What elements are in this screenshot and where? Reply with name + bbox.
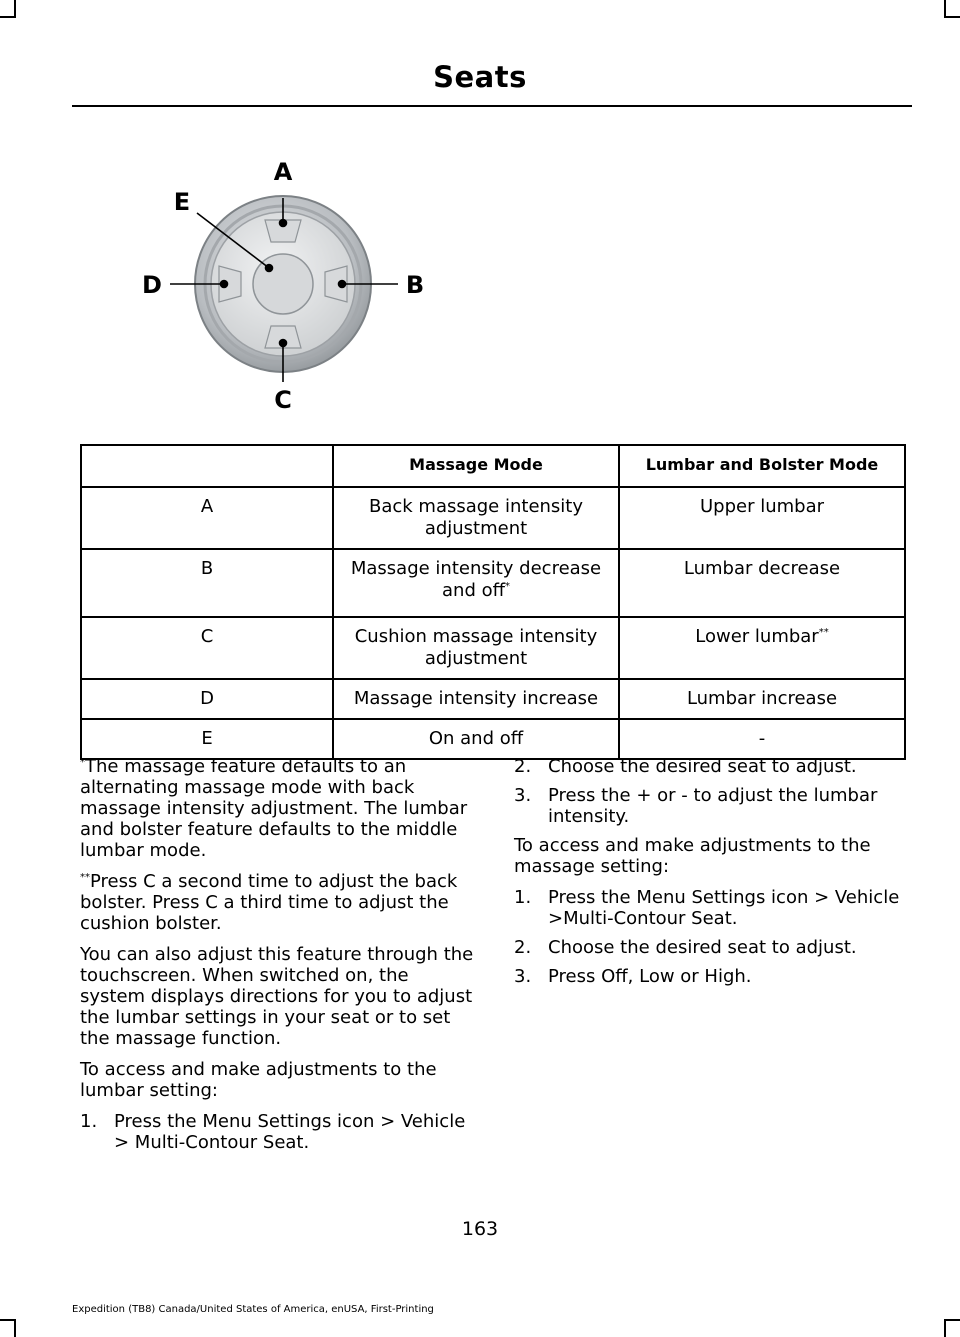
table-cell-lumbar [619, 487, 905, 549]
table-header-key [81, 445, 333, 487]
page-number: 163 [461, 1218, 499, 1240]
callout-dot-d [221, 281, 228, 288]
callout-label-d: D [142, 271, 162, 299]
list-text: Press Off, Low or High. [548, 966, 752, 987]
list-text: Press the Menu Settings icon > Vehicle > Multi-Contour Seat. [114, 1111, 466, 1153]
cell-text: Lumbar increase [686, 688, 838, 709]
table-cell-massage [333, 719, 619, 759]
table-cell-key: A [81, 487, 333, 549]
right-column [514, 756, 909, 995]
list-item [514, 887, 909, 929]
table-cell-lumbar [619, 549, 905, 617]
table-row [81, 617, 905, 679]
table-cell-key: C [81, 617, 333, 679]
crop-mark [14, 1319, 16, 1337]
list-number: 2. [514, 937, 532, 958]
callout-label-a: A [273, 158, 293, 186]
callout-dot-b [339, 281, 346, 288]
cell-text: Massage intensity increase [353, 688, 599, 709]
table-cell-lumbar [619, 719, 905, 759]
callout-dot-a [280, 220, 287, 227]
table-row [81, 679, 905, 719]
cell-text: Lumbar decrease [683, 558, 841, 579]
cell-text: Upper lumbar [699, 496, 825, 517]
crop-mark [944, 1319, 960, 1321]
table-cell-massage [333, 679, 619, 719]
header-rule [72, 105, 912, 107]
list-item [514, 785, 909, 827]
footnote-mark: ** [818, 627, 829, 638]
callout-label-c: C [274, 386, 292, 414]
callout-label-e: E [173, 188, 191, 216]
table-row [81, 719, 905, 759]
left-column [80, 756, 475, 1161]
table-row [81, 487, 905, 549]
table-header-lumbar: Lumbar and Bolster Mode [619, 445, 905, 487]
list-text: Press the + or - to adjust the lumbar intensity. [548, 785, 878, 827]
seat-control-diagram [130, 150, 440, 415]
table-cell-lumbar [619, 617, 905, 679]
list-item [514, 966, 909, 987]
table-row [81, 549, 905, 617]
footnote-text: The massage feature defaults to an alternating massage mode with back massage intensity adjustment. The lumbar and bolster feature defaults to the middle lumbar mode. [80, 756, 468, 861]
crop-mark [0, 16, 16, 18]
cell-text: Massage intensity decrease and off [350, 558, 602, 601]
callout-label-b: B [405, 271, 425, 299]
list-number: 1. [514, 887, 532, 908]
crop-mark [0, 1319, 16, 1321]
callout-dot-e [266, 265, 273, 272]
footnote-mark: * [505, 581, 510, 592]
footnote-mark: * [80, 757, 85, 768]
page-title: Seats [433, 60, 527, 94]
cell-text: On and off [428, 728, 524, 749]
list-item [514, 756, 909, 777]
table-cell-massage [333, 487, 619, 549]
crop-mark [944, 1319, 946, 1337]
list-number: 3. [514, 785, 532, 806]
cell-text: Back massage intensity adjustment [368, 496, 584, 539]
massage-lumbar-table [80, 444, 906, 760]
table-cell-key: E [81, 719, 333, 759]
table-cell-massage [333, 549, 619, 617]
list-text: Press the Menu Settings icon > Vehicle >Multi-Contour Seat. [548, 887, 900, 929]
list-text: Choose the desired seat to adjust. [548, 756, 857, 777]
table-cell-key: D [81, 679, 333, 719]
page-footer: Expedition (TB8) Canada/United States of America, enUSA, First-Printing [72, 1304, 434, 1315]
list-number: 1. [80, 1111, 98, 1132]
table-cell-massage [333, 617, 619, 679]
list-text: Choose the desired seat to adjust. [548, 937, 857, 958]
cell-text: - [758, 728, 766, 749]
footnote-single [80, 756, 475, 861]
footnote-text: Press C a second time to adjust the back bolster. Press C a third time to adjust the cushion bolster. [80, 871, 458, 934]
callout-dot-c [280, 340, 287, 347]
table-header-row [81, 445, 905, 487]
body-paragraph: To access and make adjustments to the lumbar setting: [80, 1059, 437, 1101]
cell-text: Lower lumbar [695, 626, 819, 647]
table-cell-key: B [81, 549, 333, 617]
list-number: 3. [514, 966, 532, 987]
body-paragraph: You can also adjust this feature through the touchscreen. When switched on, the system displays directions for you to adjust the lumbar settings in your seat or to set the massage function. [80, 944, 474, 1049]
crop-mark [944, 16, 960, 18]
footnote-double [80, 871, 475, 934]
table-header-massage: Massage Mode [333, 445, 619, 487]
table-cell-lumbar [619, 679, 905, 719]
list-item [514, 937, 909, 958]
cell-text: Cushion massage intensity adjustment [354, 626, 598, 669]
list-item [80, 1111, 475, 1153]
list-number: 2. [514, 756, 532, 777]
body-paragraph: To access and make adjustments to the massage setting: [514, 835, 871, 877]
footnote-mark: ** [80, 872, 90, 883]
